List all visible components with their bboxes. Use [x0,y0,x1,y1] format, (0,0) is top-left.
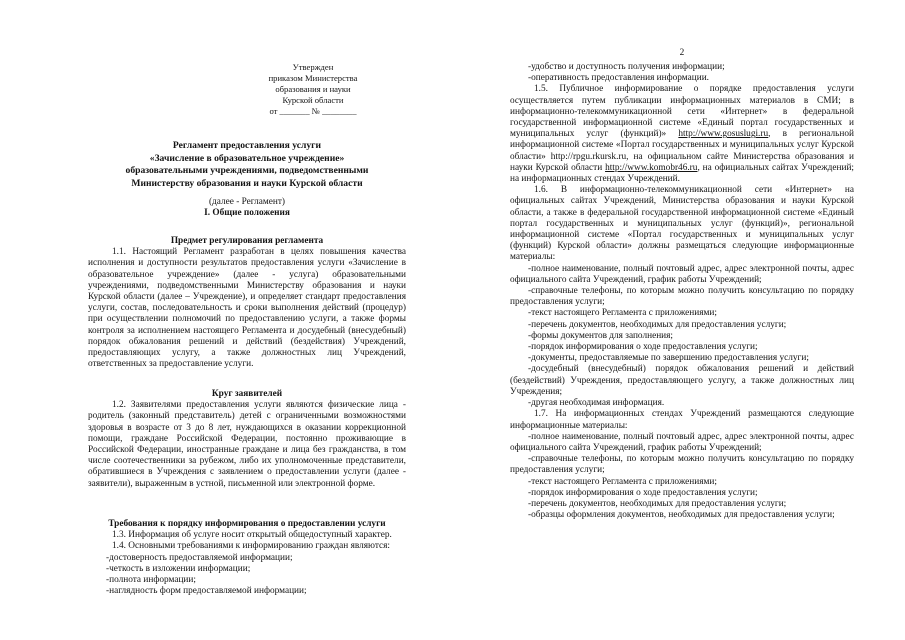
paragraph-1-3: 1.3. Информация об услуге носит открытый общедоступный характер. [112,530,392,541]
list-item: -другая необходимая информация. [528,398,665,409]
list-item: -полнота информации; [106,575,196,586]
list-item: -четкость в изложении информации; [106,563,251,574]
right-page [510,0,854,640]
approval-line: приказом Министерства [268,73,358,83]
title-line: Регламент предоставления услуги [172,140,322,151]
paragraph-1-7: 1.7. На информационных стендах Учреждений размещаются следующие информационные материалы: [510,409,854,431]
paragraph-1-2: 1.2. Заявителями предоставления услуги являются физические лица - родитель (законный представитель) детей с ограниченными возможностями здоровья в возрасте от 3 до 8 лет, нуждающихся в оказании коррекционной помощи, граждане Российской Федерации, постоянно проживающие в Российской Федерации, иностранные граждане и лица без гражданства, в том числе соотечественники за рубежом, либо их уполномоченные представители, обратившиеся в Учреждения с заявлением о предоставлении услуги (далее - заявители), выраженным в устной, письменной или электронной форме. [88,400,406,489]
approval-line: Утвержден [292,62,334,72]
list-item: -наглядность форм предоставляемой информации; [106,586,307,597]
applicants-heading: Круг заявителей [211,389,283,399]
list-item: -текст настоящего Регламента с приложениями; [528,476,717,487]
list-item: -оперативность предоставления информации. [528,73,709,84]
title-line: образовательными учреждениями, подведомственными [125,165,369,176]
paragraph-1-5-text: 1.5. Публичное информирование о порядке предоставления услуги осуществляется путем публикации информационных материалов в СМИ; в информационно-телекоммуникационной сети «Интернет» в федеральной государственной информационной системе «Единый портал государственных и муниципальных услуг (функций)» [510,84,854,140]
list-item: -справочные телефоны, по которым можно получить консультацию по порядку предоставления услуги; [510,286,854,308]
gosuslugi-link[interactable]: http://www.gosuslugi.ru [678,129,769,140]
approval-line: Курской области [282,95,344,105]
paragraph-1-5-text: , на официальных сайтах Учреждений; на информационных стендах Учреждений. [510,162,854,185]
list-item: -полное наименование, полный почтовый адрес, адрес электронной почты, адрес официального сайта Учреждений, график работы Учреждений; [510,263,854,285]
paragraph-1-4: 1.4. Основными требованиями к информированию граждан являются: [112,541,391,552]
page-number: 2 [679,48,685,58]
list-item: -образцы оформления документов, необходимых для предоставления услуги; [528,510,835,521]
approval-line: от _______ № ________ [269,106,357,116]
list-item: -удобство и доступность получения информации; [528,62,725,72]
list-item: -формы документов для заполнения; [528,330,674,341]
list-item: -порядок информирования о ходе предоставления услуги; [528,487,758,498]
subject-heading: Предмет регулирования регламента [170,236,324,246]
list-item: -перечень документов, необходимых для предоставления услуги; [528,498,787,509]
subtitle: (далее - Регламент) [208,197,286,207]
komobr-link[interactable]: http://www.komobr46.ru [605,162,698,173]
list-item: -текст настоящего Регламента с приложениями; [528,308,717,319]
list-item: -достоверность предоставляемой информации; [106,552,293,563]
info-heading: Требования к порядку информирования о предоставлении услуги [108,519,386,529]
paragraph-1-5-text: , в региональной информационной системе «Портал государственных и муниципальных услуг Курской области» http://rpgu.rkursk.ru, на официальном сайте Министерства образования и науки Курской области [510,129,854,173]
paragraph-1-5 [510,84,854,185]
title-line: Министерству образования и науки Курской области [131,177,363,189]
list-item: -справочные телефоны, по которым можно получить консультацию по порядку предоставления услуги; [510,454,854,476]
approval-line: образования и науки [275,84,351,94]
section-heading: I. Общие положения [204,208,290,219]
left-page [88,0,406,640]
list-item: -досудебный (внесудебный) порядок обжалования решений и действий (бездействий) Учреждения, предоставляющего услугу, а также должностных лиц Учреждения; [510,364,854,397]
list-item: -полное наименование, полный почтовый адрес, адрес электронной почты, адрес официального сайта Учреждений, график работы Учреждений; [510,431,854,453]
paragraph-1-6: 1.6. В информационно-телекоммуникационной сети «Интернет» на официальных сайтах Учреждений, Министерства образования и науки Курской области, а также в федеральной государственной информационной системе «Единый портал государственных и муниципальных услуг (функций)», региональной информационной системе «Портал государственных и муниципальных услуг (функций) Курской области» должны размещаться следующие информационные материалы: [510,185,854,263]
title-line: «Зачисление в образовательное учреждение» [149,152,345,164]
list-item: -документы, предоставляемые по завершению предоставления услуги; [528,353,809,364]
list-item: -перечень документов, необходимых для предоставления услуги; [528,319,787,330]
paragraph-1-1: 1.1. Настоящий Регламент разработан в целях повышения качества исполнения и доступности результатов предоставления услуги «Зачисление в образовательное учреждение» (далее - услуга) образовательными учреждениями, подведомственными Министерству образования и науки Курской области (далее – Учреждение), и определяет стандарт предоставления услуги, состав, последовательность и сроки выполнения действий (процедур) при осуществлении полномочий по предоставлению услуги, а также формы контроля за исполнением настоящего Регламента и досудебный (внесудебный) порядок обжалования решений и действий (бездействия) Учреждений, предоставляющих услугу, а также должностных лиц Учреждений, ответственных за предоставление услуги. [88,247,406,370]
list-item: -порядок информирования о ходе предоставления услуги; [528,342,758,353]
